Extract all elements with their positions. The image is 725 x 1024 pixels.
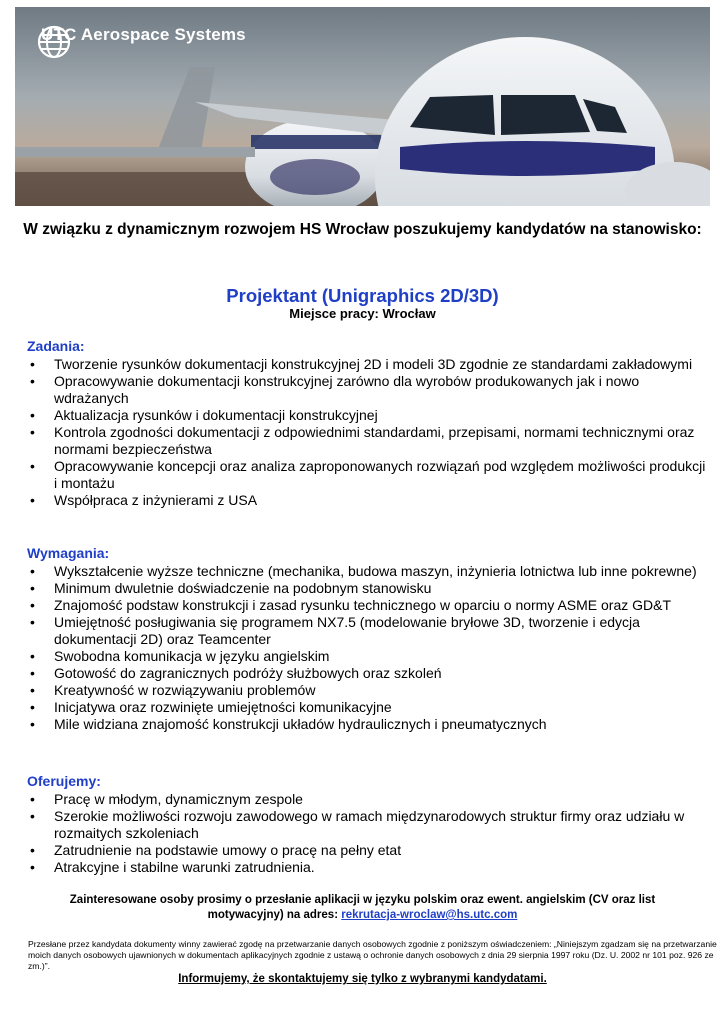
list-item: • Wykształcenie wyższe techniczne (mechanika, budowa maszyn, inżynieria lotnictwa lub inne pokrewne): [30, 563, 710, 580]
list-item: • Znajomość podstaw konstrukcji i zasad rysunku technicznego w oparciu o normy ASME oraz GD&T: [30, 597, 710, 614]
list-item: • Gotowość do zagranicznych podróży służbowych oraz szkoleń: [30, 665, 710, 682]
offer-heading: Oferujemy:: [27, 773, 101, 789]
data-consent-disclaimer: Przesłane przez kandydata dokumenty winny zawierać zgodę na przetwarzanie danych osobowych zgodnie z poniższym oświadczeniem: „Niniejszym zgadzam się na przetwarzanie moich danych osobowych ujawnionych w dokumentach aplikacyjnych zgodnie z ustawą o ochronie danych osobowych z dnia 29 sierpnia 1997 roku (Dz. U. 2002 nr 101 poz. 926 ze zm.)”.: [28, 939, 717, 971]
tasks-list: [30, 356, 710, 509]
list-item: • Kreatywność w rozwiązywaniu problemów: [30, 682, 710, 699]
list-item: • Szerokie możliwości rozwoju zawodowego w ramach międzynarodowych struktur firmy oraz udziału w rozmaitych szkoleniach: [30, 808, 710, 842]
application-note-text: Zainteresowane osoby prosimy o przesłanie aplikacji w języku polskim oraz ewent. angielskim (CV oraz list motywacyjny) na adres:: [69, 894, 656, 921]
list-item: • Mile widziana znajomość konstrukcji układów hydraulicznych i pneumatycznych: [30, 716, 710, 733]
list-item: • Kontrola zgodności dokumentacji z odpowiednimi standardami, przepisami, normami technicznymi oraz normami bezpieczeństwa: [30, 424, 710, 458]
list-item: • Umiejętność posługiwania się programem NX7.5 (modelowanie bryłowe 3D, tworzenie i edycja dokumentacji 2D) oraz Teamcenter: [30, 614, 710, 648]
list-item: • Aktualizacja rysunków i dokumentacji konstrukcyjnej: [30, 407, 710, 424]
utc-globe-logo-icon: [35, 25, 73, 59]
requirements-list: [30, 563, 710, 733]
brand-name: UTC Aerospace Systems: [41, 25, 246, 44]
list-item: • Pracę w młodym, dynamicznym zespole: [30, 791, 710, 808]
list-item: • Zatrudnienie na podstawie umowy o pracę na pełny etat: [30, 842, 710, 859]
email-link[interactable]: rekrutacja-wroclaw@hs.utc.com: [341, 909, 518, 921]
application-note: [40, 893, 685, 923]
list-item: • Inicjatywa oraz rozwinięte umiejętności komunikacyjne: [30, 699, 710, 716]
list-item: • Tworzenie rysunków dokumentacji konstrukcyjnej 2D i modeli 3D zgodnie ze standardami zakładowymi: [30, 356, 710, 373]
final-note: Informujemy, że skontaktujemy się tylko z wybranymi kandydatami.: [178, 973, 547, 985]
requirements-heading: Wymagania:: [27, 545, 110, 561]
list-item: • Atrakcyjne i stabilne warunki zatrudnienia.: [30, 859, 710, 876]
tasks-heading: Zadania:: [27, 338, 85, 354]
header-banner: [15, 7, 710, 206]
intro-headline: W związku z dynamicznym rozwojem HS Wrocław poszukujemy kandydatów na stanowisko:: [23, 221, 702, 238]
list-item: • Współpraca z inżynierami z USA: [30, 492, 710, 509]
list-item: • Opracowywanie koncepcji oraz analiza zaproponowanych rozwiązań pod względem możliwości produkcji i montażu: [30, 458, 710, 492]
job-title: Projektant (Unigraphics 2D/3D): [226, 285, 499, 306]
company-logo: [35, 25, 246, 45]
offer-list: [30, 791, 710, 876]
list-item: • Minimum dwuletnie doświadczenie na podobnym stanowisku: [30, 580, 710, 597]
list-item: • Swobodna komunikacja w języku angielskim: [30, 648, 710, 665]
job-location: Miejsce pracy: Wrocław: [289, 306, 436, 321]
list-item: • Opracowywanie dokumentacji konstrukcyjnej zarówno dla wyrobów produkowanych jak i nowo wdrażanych: [30, 373, 710, 407]
